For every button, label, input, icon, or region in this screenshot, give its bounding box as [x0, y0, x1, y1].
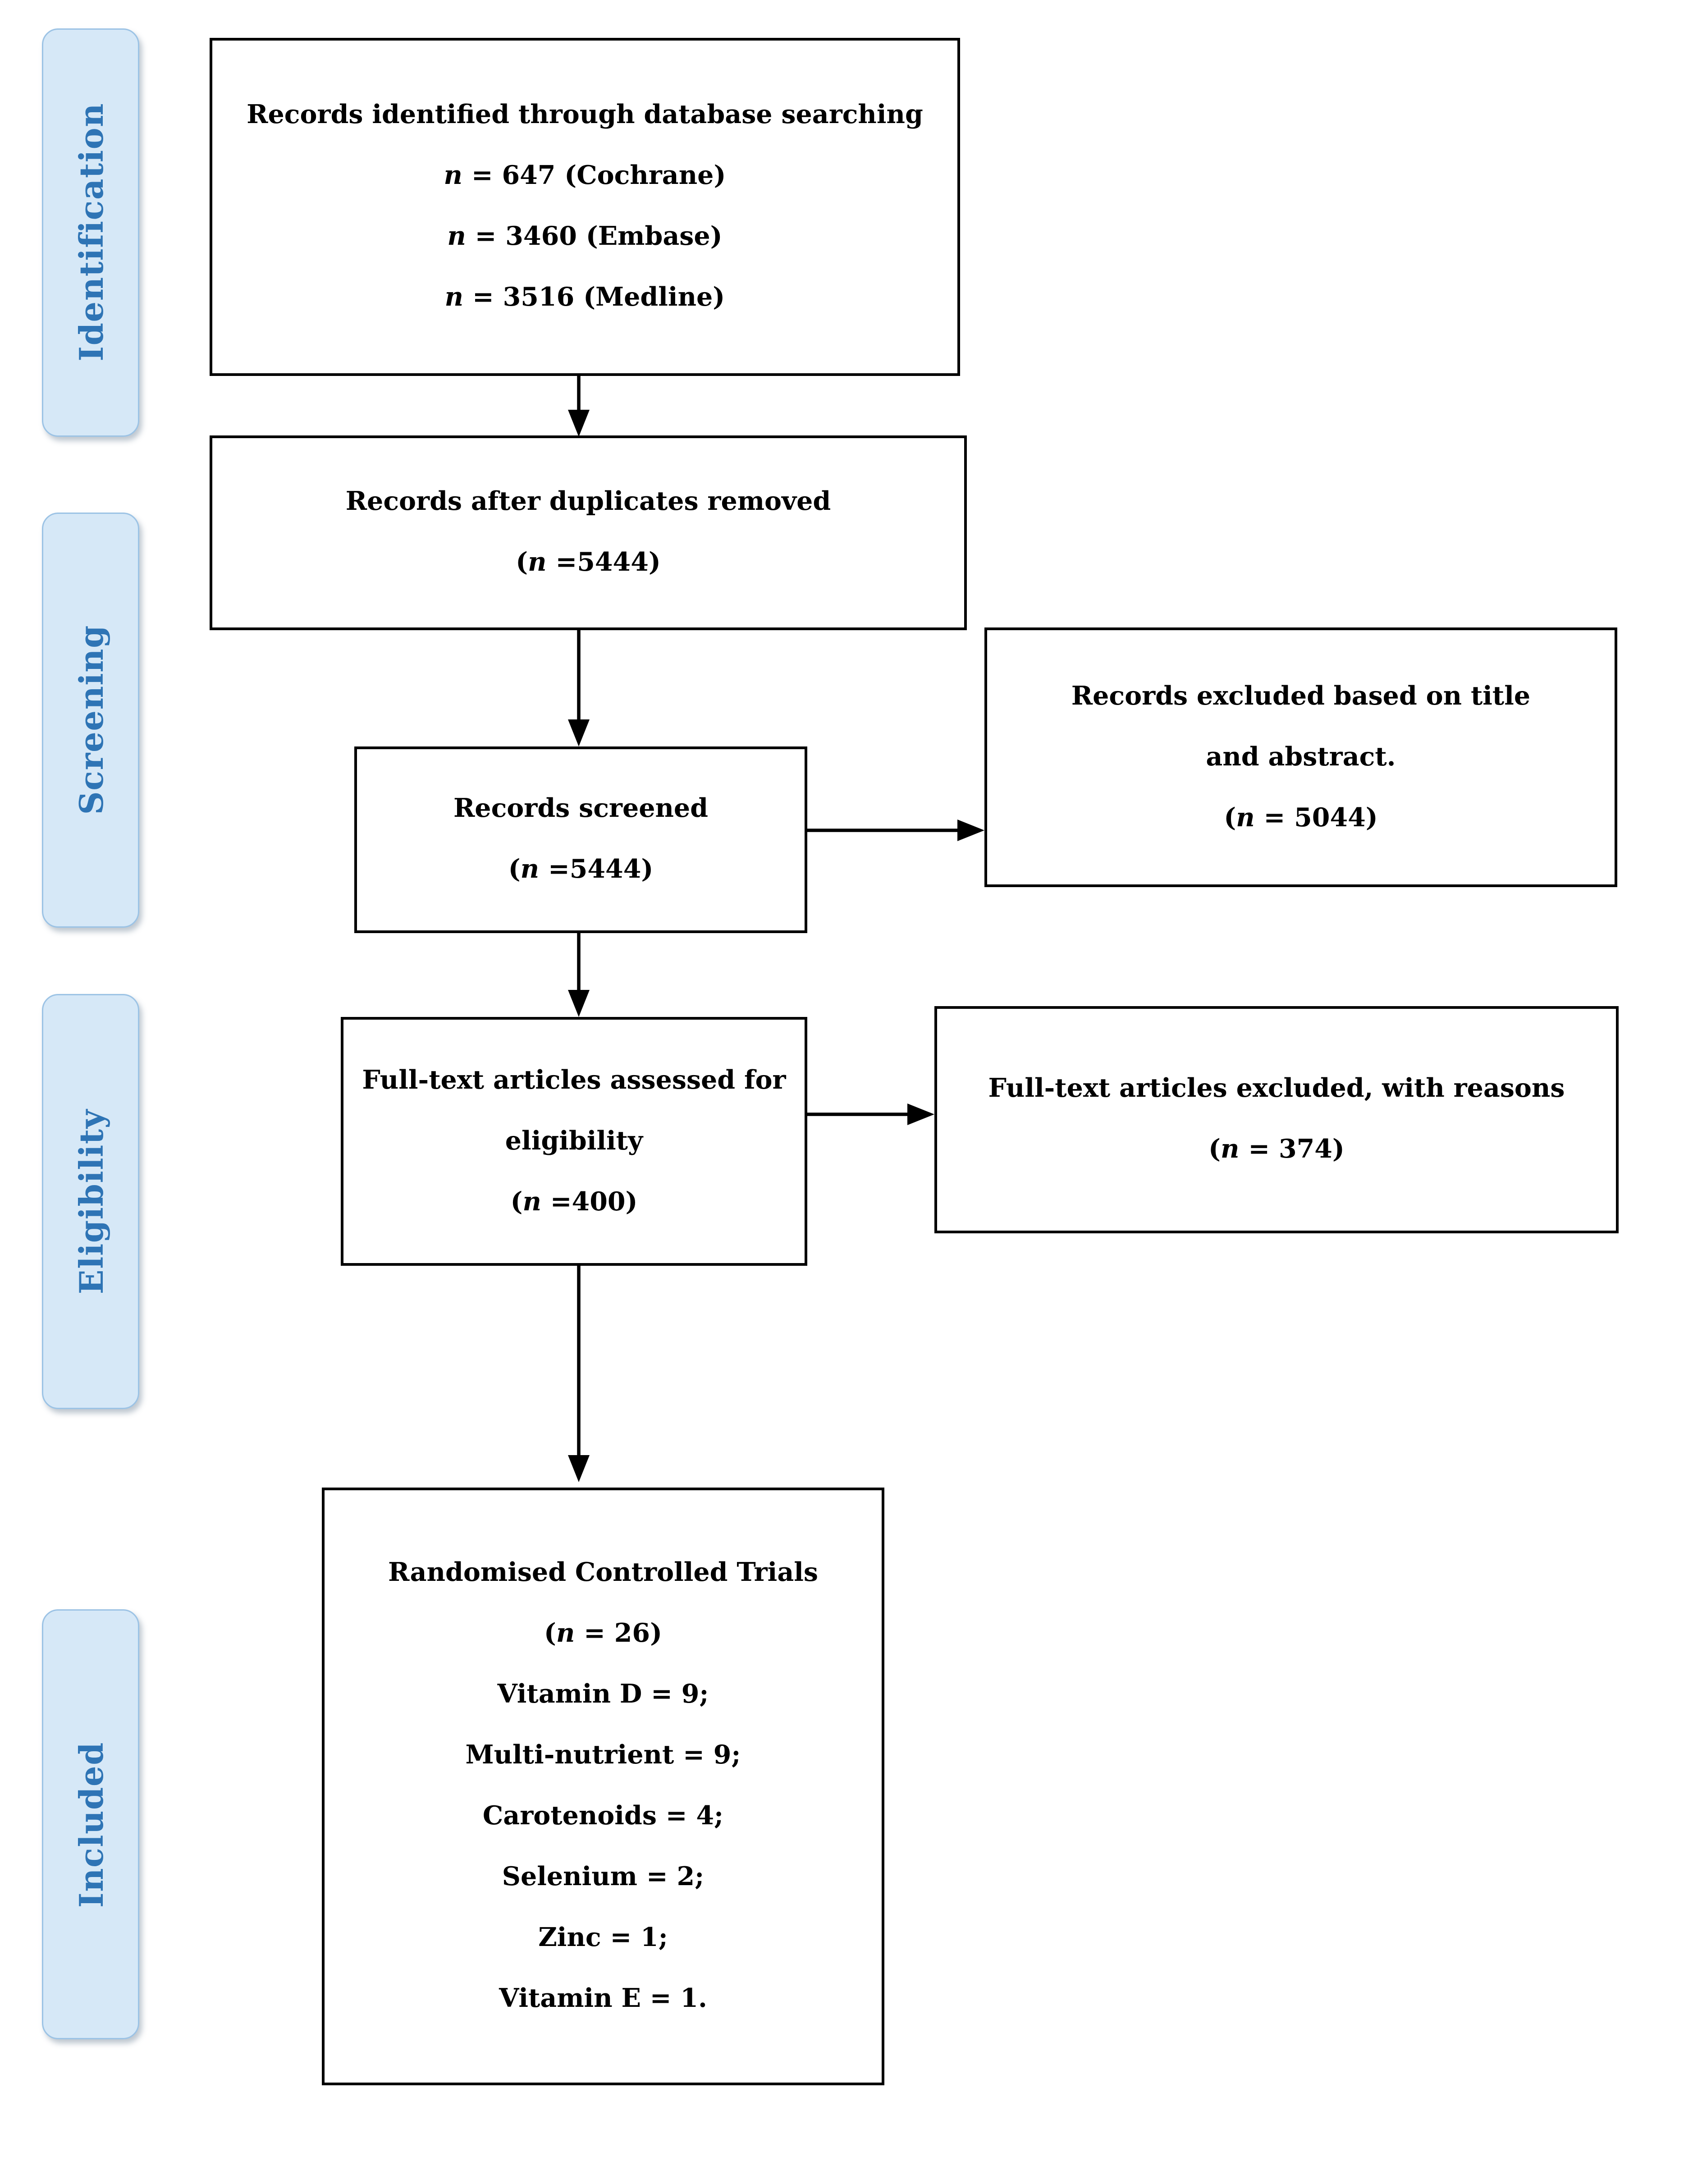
box-fulltext-assessed — [341, 1017, 807, 1266]
stage-eligibility — [42, 994, 139, 1409]
box-line: (n =5444) — [508, 855, 654, 884]
box-records-excluded-title-abstract — [984, 627, 1617, 887]
box-line: n = 3460 (Embase) — [447, 222, 723, 252]
box-line: (n =5444) — [516, 548, 661, 577]
stage-identification — [42, 28, 139, 437]
box-line: Records identified through database searching — [247, 100, 923, 130]
box-line: n = 647 (Cochrane) — [444, 161, 726, 191]
box-line: Selenium = 2; — [502, 1862, 705, 1892]
box-line: (n =400) — [510, 1186, 638, 1217]
arrow-identified-to-duplicates-icon — [568, 376, 590, 437]
arrow-screened-to-excluded-icon — [807, 820, 984, 841]
box-line: Records excluded based on title and abstract. — [1071, 681, 1531, 772]
box-line: n = 3516 (Medline) — [444, 283, 725, 312]
box-line: Full-text articles excluded, with reasons — [988, 1074, 1565, 1103]
stage-included-label: Included — [71, 1741, 110, 1908]
box-included-rct — [322, 1488, 884, 2085]
box-line: (n = 5044) — [1224, 802, 1378, 833]
box-line: (n = 374) — [1208, 1135, 1345, 1164]
box-records-screened — [354, 746, 807, 933]
box-line: Carotenoids = 4; — [482, 1801, 724, 1831]
box-line: (n = 26) — [544, 1619, 663, 1648]
box-line: Randomised Controlled Trials — [388, 1558, 819, 1588]
box-line: Records after duplicates removed — [345, 487, 831, 517]
box-line: Vitamin E = 1. — [499, 1984, 707, 2014]
box-line: Vitamin D = 9; — [497, 1680, 709, 1709]
stage-identification-label: Identification — [71, 103, 110, 362]
stage-eligibility-label: Eligibility — [71, 1108, 110, 1295]
arrow-duplicates-to-screened-icon — [568, 630, 590, 746]
arrow-fulltext-to-excluded-icon — [807, 1103, 934, 1125]
stage-included — [42, 1609, 139, 2039]
box-line: Multi-nutrient = 9; — [465, 1740, 741, 1770]
box-line: Records screened — [453, 794, 709, 824]
box-fulltext-excluded — [934, 1006, 1619, 1233]
box-line: Full-text articles assessed for eligibility — [362, 1065, 786, 1156]
arrow-fulltext-to-included-icon — [568, 1266, 590, 1482]
box-records-identified — [210, 38, 960, 376]
stage-screening — [42, 513, 139, 928]
arrow-screened-to-fulltext-icon — [568, 933, 590, 1017]
box-line: Zinc = 1; — [538, 1923, 668, 1953]
box-duplicates-removed — [210, 435, 967, 630]
stage-screening-label: Screening — [71, 625, 110, 815]
